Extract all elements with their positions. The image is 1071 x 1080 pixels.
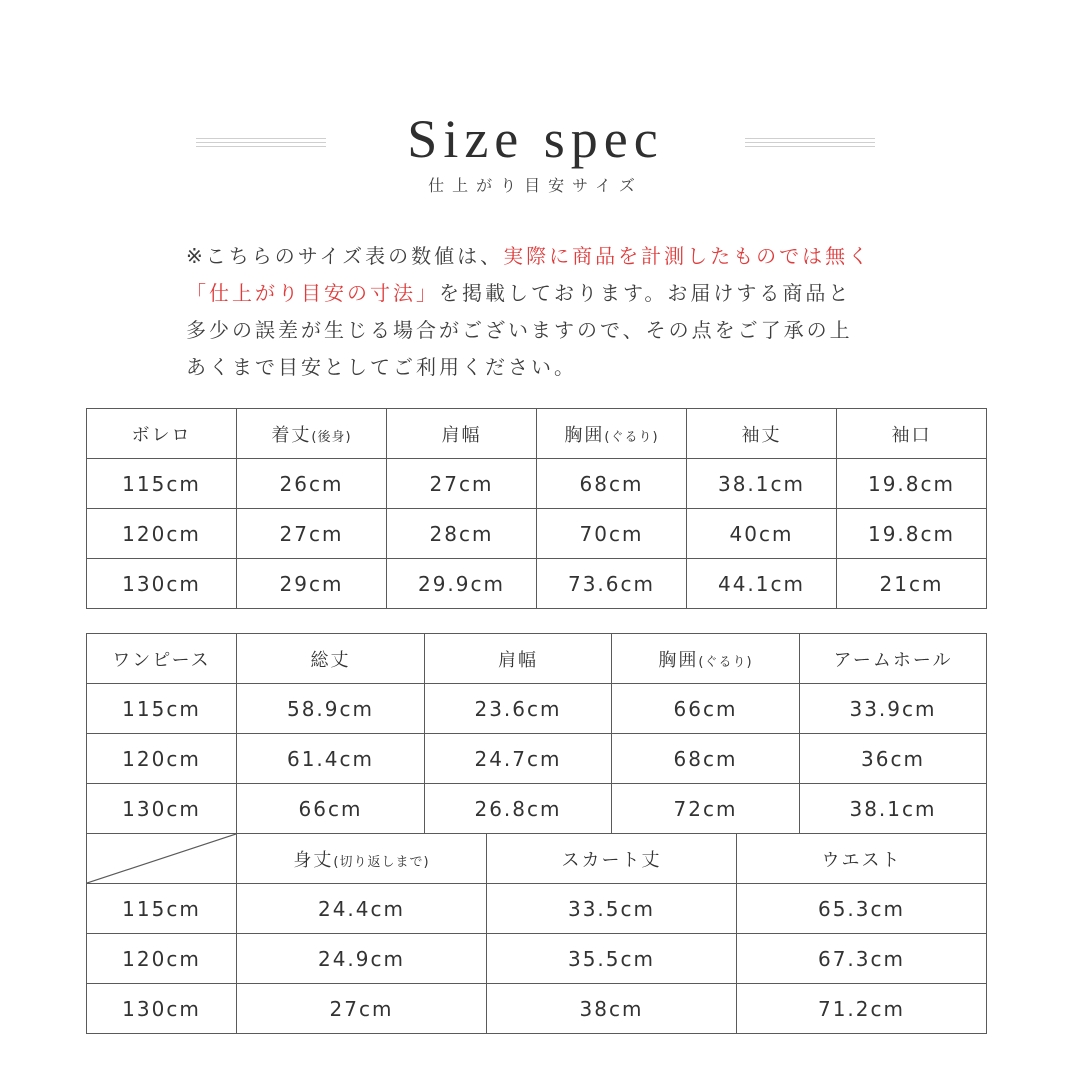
- onepiece-detail-header-cell: [737, 834, 987, 884]
- onepiece-detail-value-cell: 71.2cm: [737, 984, 987, 1034]
- bolero-header-sublabel: (ぐるり): [604, 429, 659, 445]
- page-subtitle: 仕上がり目安サイズ: [428, 176, 643, 195]
- bolero-header-cell: [237, 409, 387, 459]
- bolero-value-cell: 40cm: [687, 509, 837, 559]
- bolero-value-cell: 19.8cm: [837, 509, 987, 559]
- onepiece-value-cell: 66cm: [612, 684, 800, 734]
- bolero-header-label: 袖丈: [741, 424, 782, 446]
- onepiece-header-cell: [87, 634, 237, 684]
- header: [0, 108, 1071, 208]
- bolero-size-cell: 115cm: [87, 459, 237, 509]
- bolero-value-cell: 44.1cm: [687, 559, 837, 609]
- bolero-value-cell: 38.1cm: [687, 459, 837, 509]
- notice-line-1: [186, 238, 946, 275]
- bolero-header-label: 肩幅: [441, 424, 482, 446]
- onepiece-table-row: [87, 734, 987, 784]
- diagonal-divider-icon: [87, 834, 236, 883]
- bolero-header-row: [87, 409, 987, 459]
- bolero-header-cell: [87, 409, 237, 459]
- onepiece-detail-header-cell: [487, 834, 737, 884]
- bolero-header-cell: [387, 409, 537, 459]
- onepiece-detail-header-label: 身丈: [293, 849, 334, 871]
- bolero-value-cell: 19.8cm: [837, 459, 987, 509]
- onepiece-value-cell: 24.7cm: [425, 734, 612, 784]
- bolero-table-row: [87, 459, 987, 509]
- onepiece-detail-size-cell: 115cm: [87, 884, 237, 934]
- onepiece-detail-size-table: [86, 833, 987, 1034]
- bolero-value-cell: 68cm: [537, 459, 687, 509]
- notice-line-1-text: ※こちらのサイズ表の数値は、: [186, 244, 504, 268]
- bolero-value-cell: 29.9cm: [387, 559, 537, 609]
- onepiece-header-label: 総丈: [310, 649, 351, 671]
- onepiece-detail-value-cell: 35.5cm: [487, 934, 737, 984]
- onepiece-detail-size-cell: 130cm: [87, 984, 237, 1034]
- bolero-header-label: ボレロ: [131, 424, 192, 446]
- onepiece-header-label: 胸囲: [658, 649, 699, 671]
- onepiece-size-table: [86, 633, 987, 834]
- notice-line-2: [186, 275, 946, 312]
- onepiece-detail-value-cell: 65.3cm: [737, 884, 987, 934]
- onepiece-value-cell: 26.8cm: [425, 784, 612, 834]
- onepiece-table-body: [87, 634, 987, 834]
- onepiece-detail-value-cell: 38cm: [487, 984, 737, 1034]
- size-notice: [186, 238, 946, 386]
- bolero-value-cell: 73.6cm: [537, 559, 687, 609]
- notice-line-2-highlight: 「仕上がり目安の寸法」: [186, 281, 439, 305]
- title-rule-right: [745, 138, 875, 147]
- bolero-header-sublabel: (後身): [311, 429, 352, 445]
- bolero-value-cell: 70cm: [537, 509, 687, 559]
- bolero-header-label: 着丈: [271, 424, 312, 446]
- onepiece-header-cell: [612, 634, 800, 684]
- onepiece-value-cell: 33.9cm: [800, 684, 987, 734]
- bolero-value-cell: 21cm: [837, 559, 987, 609]
- onepiece-header-label: アームホール: [833, 649, 953, 671]
- onepiece-header-label: 肩幅: [498, 649, 538, 671]
- onepiece-detail-header-label: スカート丈: [561, 849, 662, 871]
- onepiece-detail-value-cell: 27cm: [237, 984, 487, 1034]
- onepiece-detail-table-row: [87, 984, 987, 1034]
- bolero-header-label: 胸囲: [564, 424, 605, 446]
- onepiece-table-row: [87, 784, 987, 834]
- onepiece-value-cell: 36cm: [800, 734, 987, 784]
- bolero-table-body: [87, 409, 987, 609]
- onepiece-size-cell: 120cm: [87, 734, 237, 784]
- bolero-header-cell: [687, 409, 837, 459]
- onepiece-table-row: [87, 684, 987, 734]
- onepiece-detail-value-cell: 67.3cm: [737, 934, 987, 984]
- bolero-size-cell: 130cm: [87, 559, 237, 609]
- bolero-value-cell: 29cm: [237, 559, 387, 609]
- onepiece-value-cell: 61.4cm: [237, 734, 425, 784]
- bolero-value-cell: 28cm: [387, 509, 537, 559]
- bolero-table-row: [87, 559, 987, 609]
- onepiece-header-sublabel: (ぐるり): [698, 654, 753, 670]
- onepiece-detail-header-sublabel: (切り返しまで): [333, 854, 430, 870]
- onepiece-value-cell: 58.9cm: [237, 684, 425, 734]
- onepiece-size-cell: 130cm: [87, 784, 237, 834]
- onepiece-header-cell: [800, 634, 987, 684]
- notice-line-1-highlight: 実際に商品を計測したものでは無く: [503, 244, 872, 268]
- bolero-size-table: [86, 408, 987, 609]
- bolero-size-cell: 120cm: [87, 509, 237, 559]
- onepiece-detail-table-row: [87, 934, 987, 984]
- onepiece-header-cell: [425, 634, 612, 684]
- onepiece-detail-table-row: [87, 884, 987, 934]
- onepiece-detail-value-cell: 24.9cm: [237, 934, 487, 984]
- bolero-value-cell: 27cm: [237, 509, 387, 559]
- notice-line-2-text: を掲載しております。お届けする商品と: [439, 281, 852, 305]
- onepiece-detail-value-cell: 33.5cm: [487, 884, 737, 934]
- onepiece-detail-corner-cell: [87, 834, 237, 884]
- onepiece-detail-header-label: ウエスト: [821, 849, 902, 871]
- onepiece-header-row: [87, 634, 987, 684]
- onepiece-value-cell: 72cm: [612, 784, 800, 834]
- page-title: Size spec: [407, 109, 664, 169]
- bolero-table-row: [87, 509, 987, 559]
- onepiece-header-cell: [237, 634, 425, 684]
- bolero-value-cell: 27cm: [387, 459, 537, 509]
- onepiece-value-cell: 66cm: [237, 784, 425, 834]
- bolero-value-cell: 26cm: [237, 459, 387, 509]
- onepiece-header-label: ワンピース: [112, 649, 211, 671]
- bolero-header-cell: [837, 409, 987, 459]
- onepiece-detail-value-cell: 24.4cm: [237, 884, 487, 934]
- bolero-header-cell: [537, 409, 687, 459]
- onepiece-size-cell: 115cm: [87, 684, 237, 734]
- onepiece-value-cell: 38.1cm: [800, 784, 987, 834]
- onepiece-value-cell: 23.6cm: [425, 684, 612, 734]
- notice-line-4: あくまで目安としてご利用ください。: [186, 355, 577, 379]
- onepiece-detail-header-row: [87, 834, 987, 884]
- onepiece-value-cell: 68cm: [612, 734, 800, 784]
- notice-line-3: 多少の誤差が生じる場合がございますので、その点をご了承の上: [186, 318, 853, 342]
- onepiece-detail-table-body: [87, 834, 987, 1034]
- onepiece-detail-header-cell: [237, 834, 487, 884]
- onepiece-detail-size-cell: 120cm: [87, 934, 237, 984]
- bolero-header-label: 袖口: [891, 424, 932, 446]
